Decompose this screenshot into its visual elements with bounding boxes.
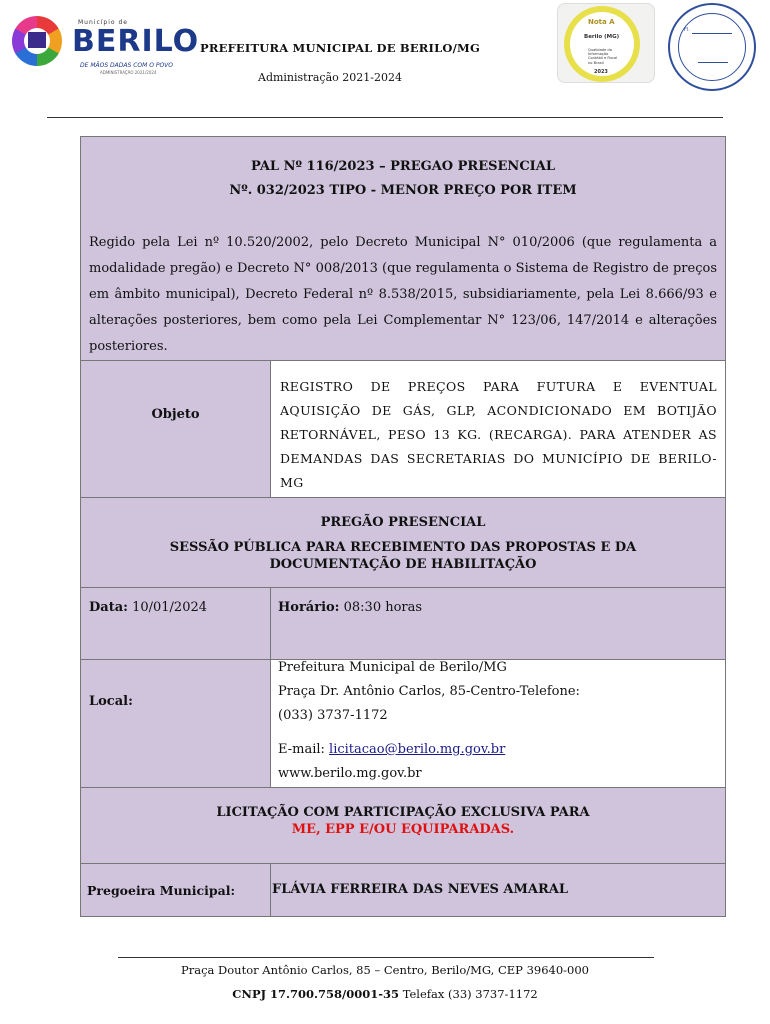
admin-period: Administração 2021-2024 (258, 71, 402, 84)
objeto-text-line: MG (280, 475, 304, 490)
pregoeira-row (81, 864, 725, 916)
seal-desc: Qualidade da Informação Contábil e Fiscal no Brasil (588, 48, 618, 65)
footer-address: Praça Doutor Antônio Carlos, 85 – Centro, Berilo/MG, CEP 39640-000 (180, 963, 589, 977)
org-name: PREFEITURA MUNICIPAL DE BERILO/MG (200, 41, 480, 55)
pregoeira-name: FLÁVIA FERREIRA DAS NEVES AMARAL (272, 882, 569, 897)
legal-text-line: em âmbito municipal), Decreto Federal nº 8.538/2015, subsidiariamente, pela Lei 8.666/93 e (89, 287, 717, 302)
local-label: Local: (89, 694, 133, 709)
logo-admin: ADMINISTRAÇÃO 2021/2024 (100, 70, 157, 75)
legal-text-line: modalidade pregão) e Decreto N° 008/2013 (que regulamenta o Sistema de Registro de preços (89, 261, 717, 276)
objeto-text-line: RETORNÁVEL, PESO 13 KG. (RECARGA). PARA ATENDER AS (280, 427, 717, 442)
objeto-row (81, 361, 725, 498)
logo-slogan: DE MÃOS DADAS COM O POVO (80, 62, 173, 69)
legal-text-line: posteriores. (89, 339, 168, 354)
exclusive-line-2: ME, EPP E/OU EQUIPARADAS. (291, 822, 515, 837)
commission-stamp (668, 3, 756, 91)
local-line-3: (033) 3737-1172 (278, 708, 388, 723)
title-line-1: PAL Nº 116/2023 – PREGAO PRESENCIAL (251, 159, 555, 174)
local-row (81, 660, 725, 788)
seal-year: 2023 (594, 69, 608, 75)
quality-seal-badge (557, 3, 655, 83)
local-line-1: Prefeitura Municipal de Berilo/MG (278, 660, 507, 675)
session-section (81, 498, 725, 588)
objeto-label: Objeto (151, 407, 200, 422)
logo-small-text: Município de (78, 19, 128, 26)
objeto-text-line: DEMANDAS DAS SECRETARIAS DO MUNICÍPIO DE BERILO- (280, 451, 717, 466)
notice-table (80, 136, 726, 917)
seal-city: Berilo (MG) (584, 34, 620, 40)
seal-nota: Nota A (588, 18, 615, 26)
local-line-2: Praça Dr. Antônio Carlos, 85-Centro-Telefone: (278, 684, 580, 699)
title-section (81, 137, 725, 361)
session-sub-line-1: SESSÃO PÚBLICA PARA RECEBIMENTO DAS PROPOSTAS E DA (169, 540, 637, 555)
logo-house-icon (28, 32, 46, 48)
footer-contact (0, 987, 770, 1001)
session-title: PREGÃO PRESENCIAL (320, 515, 486, 530)
objeto-text-line: AQUISIÇÃO DE GÁS, GLP, ACONDICIONADO EM BOTIJÃO (280, 403, 717, 418)
data-label: Data: (89, 600, 128, 615)
email-label: E-mail: (278, 742, 325, 757)
logo-name: BERILO (72, 24, 200, 59)
exclusive-section (81, 788, 725, 864)
legal-text-line: Regido pela Lei nº 10.520/2002, pelo Decreto Municipal N° 010/2006 (que regulamenta a (89, 235, 717, 250)
footer-cnpj: CNPJ 17.700.758/0001-35 (232, 987, 400, 1001)
date-time-row (81, 588, 725, 660)
data-value: 10/01/2024 (132, 600, 208, 615)
horario-value: 08:30 horas (343, 600, 423, 615)
berilo-logo (8, 8, 200, 75)
pregoeira-label: Pregoeira Municipal: (87, 883, 236, 898)
email-link[interactable]: licitacao@berilo.mg.gov.br (329, 742, 506, 757)
objeto-text-line: REGISTRO DE PREÇOS PARA FUTURA E EVENTUAL (280, 379, 717, 394)
page-header (0, 0, 770, 110)
horario-label: Horário: (278, 600, 340, 615)
exclusive-line-1: LICITAÇÃO COM PARTICIPAÇÃO EXCLUSIVA PARA (216, 805, 590, 820)
stamp-field: Fl. (684, 27, 690, 33)
legal-text-line: alterações posteriores, bem como pela Lei Complementar N° 123/06, 147/2014 e alterações (89, 313, 717, 328)
website-text: www.berilo.mg.gov.br (278, 766, 422, 781)
stamp-signature (698, 53, 728, 63)
footer-divider (118, 957, 654, 958)
title-line-2: Nº. 032/2023 TIPO - MENOR PREÇO POR ITEM (229, 183, 577, 198)
header-divider (47, 117, 723, 118)
session-sub-line-2: DOCUMENTAÇÃO DE HABILITAÇÃO (269, 557, 537, 572)
footer-telefax: Telefax (33) 3737-1172 (402, 987, 538, 1001)
